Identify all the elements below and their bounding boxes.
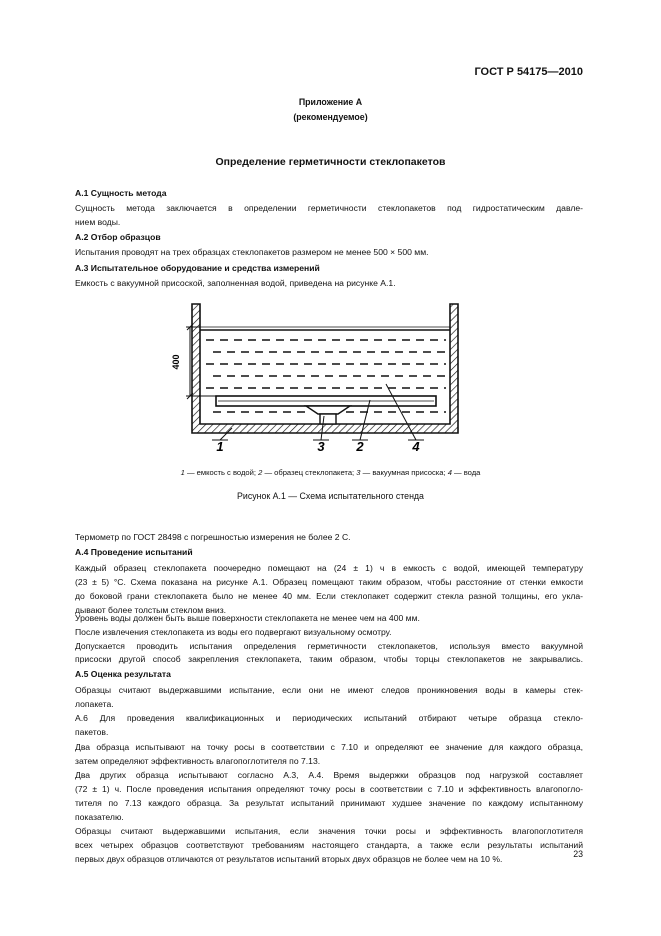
callout-1: 1 [216, 439, 224, 454]
a5-line-1: Образцы считают выдержавшими испытание, если они не имеют следов проникновения воды в камеры стек- [75, 685, 583, 695]
a6-line-2: пакетов. [75, 727, 109, 737]
a6-line-6: (72 ± 1) ч. После проведения испытания определяют точку росы в соответствии с 7.10 и эффективность влагопогло- [75, 784, 583, 794]
a6-line-3: Два образца испытывают на точку росы в соответствии с 7.10 и определяют ее значение для каждого образца, [75, 742, 583, 752]
a2-heading: А.2 Отбор образцов [75, 232, 161, 242]
document-standard-number: ГОСТ Р 54175—2010 [474, 66, 583, 78]
dimension-label: 400 [171, 354, 181, 370]
a4-line-3: до боковой грани стеклопакета было не менее 40 мм. Если стеклопакет содержит стекла разной толщины, его укла- [75, 591, 583, 601]
appendix-title: Приложение А [298, 97, 363, 107]
a6-line-11: первых двух образцов отличаются от результатов испытаний вторых двух образцов не более чем на 10 %. [75, 854, 503, 864]
a4-line-1: Каждый образец стеклопакета поочередно помещают на (24 ± 1) ч в емкость с водой, имеющей температуру [75, 563, 583, 573]
vacuum-suction-cup [306, 406, 350, 424]
appendix-heading [0, 95, 661, 125]
a4-heading: А.4 Проведение испытаний [75, 547, 193, 557]
a5-heading: А.5 Оценка результата [75, 669, 171, 679]
a6-line-8: показателю. [75, 812, 124, 822]
a6-line-1: А.6 Для проведения квалификационных и периодических испытаний отбирают четыре образца стекло- [75, 713, 583, 723]
a1-heading: А.1 Сущность метода [75, 188, 167, 198]
a4-line-7: Допускается проводить испытания определения герметичности стеклопакетов, используя вместо вакуумной [75, 641, 583, 651]
a4-line-2: (23 ± 5) °С. Схема показана на рисунке А.1. Образец помещают таким образом, чтобы расстояние от стенки емкости [75, 577, 583, 587]
thermometer-note: Термометр по ГОСТ 28498 с погрешностью измерения не более 2 С. [75, 532, 351, 542]
a6-line-9: Образцы считают выдержавшими испытания, если значения точки росы и эффективность влагопоглотителя [75, 826, 583, 836]
a5-line-2: лопакета. [75, 699, 114, 709]
a6-line-10: всех четырех образцов соответствуют требованиям настоящего стандарта, а также если результаты испытаний [75, 840, 583, 850]
a4-line-4: дывают более толстым стеклом вниз. [75, 605, 227, 615]
callout-3: 3 [317, 439, 325, 454]
a6-line-4: затем определяют эффективность влагопоглотителя по 7.13. [75, 756, 321, 766]
a2-line-1: Испытания проводят на трех образцах стеклопакетов размером не менее 500 × 500 мм. [75, 247, 429, 257]
a4-line-6: После извлечения стеклопакета из воды его подвергают визуальному осмотру. [75, 627, 392, 637]
water-fill [200, 327, 450, 330]
callout-2: 2 [356, 439, 364, 454]
figure-caption: Рисунок А.1 — Схема испытательного стенда [237, 491, 424, 501]
test-stand-diagram [160, 300, 480, 460]
page-number: 23 [573, 849, 583, 859]
a6-line-7: тителя по 7.13 каждого образца. За результат испытаний принимают худшее значение по каждому испытанному [75, 798, 583, 808]
callout-4: 4 [412, 439, 420, 454]
glass-unit-sample [216, 396, 436, 406]
figure-legend: 1 — емкость с водой; 2 — образец стеклопакета; 3 — вакуумная присоска; 4 — вода [180, 468, 481, 477]
a1-line-1: Сущность метода заключается в определении герметичности стеклопакетов под гидростатическим давле- [75, 203, 583, 213]
a4-line-8: присоски другой способ закрепления стеклопакета, таким образом, чтобы торцы стеклопакетов не закрывались. [75, 654, 583, 664]
appendix-type: (рекомендуемое) [293, 112, 368, 122]
a3-line-1: Емкость с вакуумной присоской, заполненная водой, приведена на рисунке А.1. [75, 278, 396, 288]
section-title: Определение герметичности стеклопакетов [215, 156, 446, 168]
a6-line-5: Два других образца испытывают согласно А.3, А.4. Время выдержки образцов под нагрузкой составляет [75, 770, 583, 780]
a4-line-5: Уровень воды должен быть выше поверхности стеклопакета не менее чем на 400 мм. [75, 613, 420, 623]
a3-heading: А.3 Испытательное оборудование и средства измерений [75, 263, 320, 273]
a1-line-2: нием воды. [75, 217, 121, 227]
